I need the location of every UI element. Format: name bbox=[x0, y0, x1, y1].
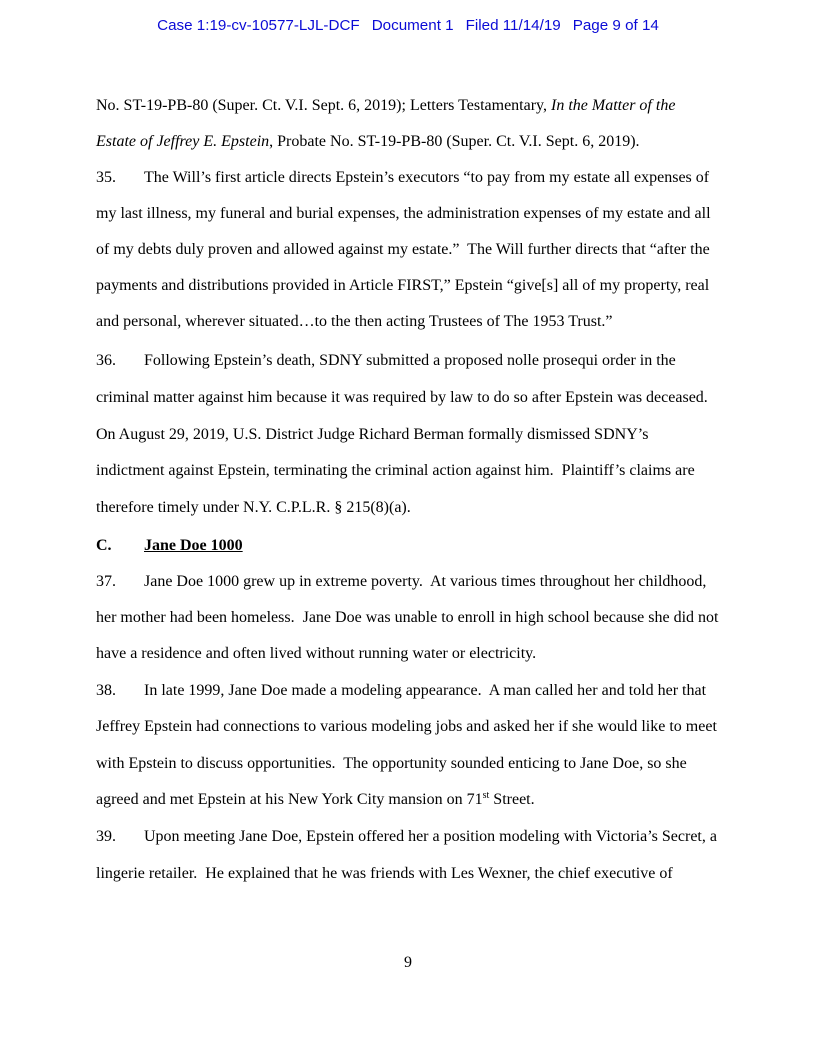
paragraph-number: 36. bbox=[96, 352, 116, 369]
text-line: my last illness, my funeral and burial expenses, the administration expenses of my estate and all bbox=[96, 205, 711, 222]
text-line: her mother had been homeless. Jane Doe was unable to enroll in high school because she did not bbox=[96, 609, 719, 626]
text-line: indictment against Epstein, terminating the criminal action against him. Plaintiff’s claims are bbox=[96, 462, 695, 479]
paragraph-number: 37. bbox=[96, 573, 116, 590]
section-letter: C. bbox=[96, 537, 112, 554]
text-line: Estate of Jeffrey E. Epstein, Probate No. ST-19-PB-80 (Super. Ct. V.I. Sept. 6, 2019). bbox=[96, 133, 640, 150]
text-line: lingerie retailer. He explained that he was friends with Les Wexner, the chief executive of bbox=[96, 865, 673, 882]
text-line: No. ST-19-PB-80 (Super. Ct. V.I. Sept. 6, 2019); Letters Testamentary, In the Matter of the bbox=[96, 97, 676, 114]
section-title: Jane Doe 1000 bbox=[144, 537, 243, 554]
case-header bbox=[0, 17, 816, 34]
text-line: with Epstein to discuss opportunities. The opportunity sounded enticing to Jane Doe, so she bbox=[96, 755, 687, 772]
paragraph-number: 35. bbox=[96, 169, 116, 186]
ordinal-superscript: st bbox=[482, 790, 490, 801]
text-line: agreed and met Epstein at his New York City mansion on 71st Street. bbox=[96, 790, 535, 808]
case-citation-italic: Estate of Jeffrey E. Epstein bbox=[96, 133, 270, 150]
page-indicator: Page 9 of 14 bbox=[572, 17, 659, 34]
paragraph-37: 37. Jane Doe 1000 grew up in extreme poverty. At various times throughout her childhood, bbox=[96, 573, 707, 590]
page-number: 9 bbox=[404, 954, 412, 971]
case-number: Case 1:19-cv-10577-LJL-DCF bbox=[157, 17, 360, 34]
section-heading bbox=[96, 536, 243, 556]
text-line: of my debts duly proven and allowed against my estate.” The Will further directs that “after the bbox=[96, 241, 710, 258]
paragraph-36: 36. Following Epstein’s death, SDNY submitted a proposed nolle prosequi order in the bbox=[96, 352, 676, 369]
document-number: Document 1 bbox=[371, 17, 454, 34]
paragraph-39: 39. Upon meeting Jane Doe, Epstein offered her a position modeling with Victoria’s Secret, a bbox=[96, 828, 717, 845]
filed-date: Filed 11/14/19 bbox=[465, 17, 561, 34]
paragraph-35: 35. The Will’s first article directs Epstein’s executors “to pay from my estate all expenses of bbox=[96, 169, 710, 186]
paragraph-number: 39. bbox=[96, 828, 116, 845]
text-line: and personal, wherever situated…to the then acting Trustees of The 1953 Trust.” bbox=[96, 313, 613, 330]
text-line: therefore timely under N.Y. C.P.L.R. § 215(8)(a). bbox=[96, 499, 411, 516]
text-line: Jeffrey Epstein had connections to various modeling jobs and asked her if she would like to meet bbox=[96, 718, 717, 735]
case-citation-italic: In the Matter of the bbox=[551, 97, 676, 114]
paragraph-38: 38. In late 1999, Jane Doe made a modeling appearance. A man called her and told her that bbox=[96, 682, 707, 699]
text-line: have a residence and often lived without running water or electricity. bbox=[96, 645, 537, 662]
text-line: criminal matter against him because it was required by law to do so after Epstein was deceased. bbox=[96, 389, 708, 406]
paragraph-number: 38. bbox=[96, 682, 116, 699]
text-line: payments and distributions provided in Article FIRST,” Epstein “give[s] all of my property, real bbox=[96, 277, 710, 294]
text-line: On August 29, 2019, U.S. District Judge Richard Berman formally dismissed SDNY’s bbox=[96, 426, 649, 443]
